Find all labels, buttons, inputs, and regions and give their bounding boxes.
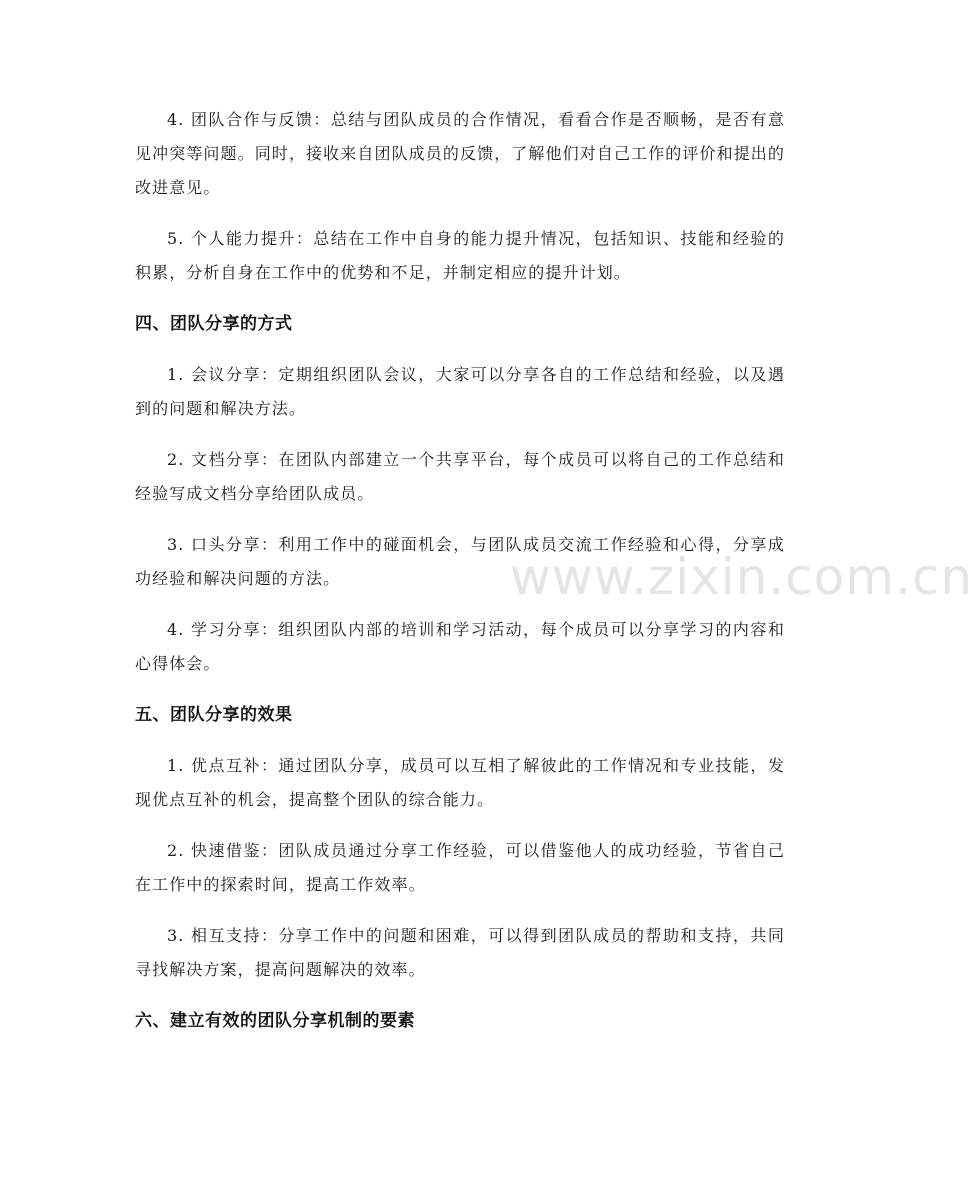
section-heading-sharing-effects: 五、团队分享的效果 (135, 705, 293, 725)
paragraph-meeting-sharing: 1. 会议分享：定期组织团队会议，大家可以分享各自的工作总结和经验，以及遇到的问题和解决方法。 (135, 365, 785, 418)
document-body (135, 103, 785, 1038)
paragraph-quick-learning: 2. 快速借鉴：团队成员通过分享工作经验，可以借鉴他人的成功经验，节省自己在工作中的探索时间，提高工作效率。 (135, 841, 785, 894)
spacer (135, 902, 785, 919)
paragraph-verbal-sharing: 3. 口头分享：利用工作中的碰面机会，与团队成员交流工作经验和心得，分享成功经验和解决问题的方法。 (135, 535, 785, 588)
spacer (135, 817, 785, 834)
spacer (135, 205, 785, 222)
spacer (135, 681, 785, 698)
paragraph-complementary: 1. 优点互补：通过团队分享，成员可以互相了解彼此的工作情况和专业技能，发现优点互补的机会，提高整个团队的综合能力。 (135, 756, 785, 809)
paragraph-personal-growth: 5. 个人能力提升：总结在工作中自身的能力提升情况，包括知识、技能和经验的积累，分析自身在工作中的优势和不足，并制定相应的提升计划。 (135, 229, 785, 282)
paragraph-mutual-support: 3. 相互支持：分享工作中的问题和困难，可以得到团队成员的帮助和支持，共同寻找解决方案，提高问题解决的效率。 (135, 926, 785, 979)
spacer (135, 596, 785, 613)
spacer (135, 732, 785, 749)
spacer (135, 341, 785, 358)
paragraph-document-sharing: 2. 文档分享：在团队内部建立一个共享平台，每个成员可以将自己的工作总结和经验写成文档分享给团队成员。 (135, 450, 785, 503)
section-heading-mechanism-elements: 六、建立有效的团队分享机制的要素 (135, 1011, 415, 1031)
spacer (135, 290, 785, 307)
section-heading-sharing-methods: 四、团队分享的方式 (135, 314, 293, 334)
paragraph-teamwork-feedback: 4. 团队合作与反馈：总结与团队成员的合作情况，看看合作是否顺畅，是否有意见冲突等问题。同时，接收来自团队成员的反馈，了解他们对自己工作的评价和提出的改进意见。 (135, 110, 785, 197)
watermark: www.zixin.com.cn (510, 548, 973, 606)
spacer (135, 511, 785, 528)
spacer (135, 426, 785, 443)
spacer (135, 987, 785, 1004)
paragraph-learning-sharing: 4. 学习分享：组织团队内部的培训和学习活动，每个成员可以分享学习的内容和心得体会。 (135, 620, 785, 673)
